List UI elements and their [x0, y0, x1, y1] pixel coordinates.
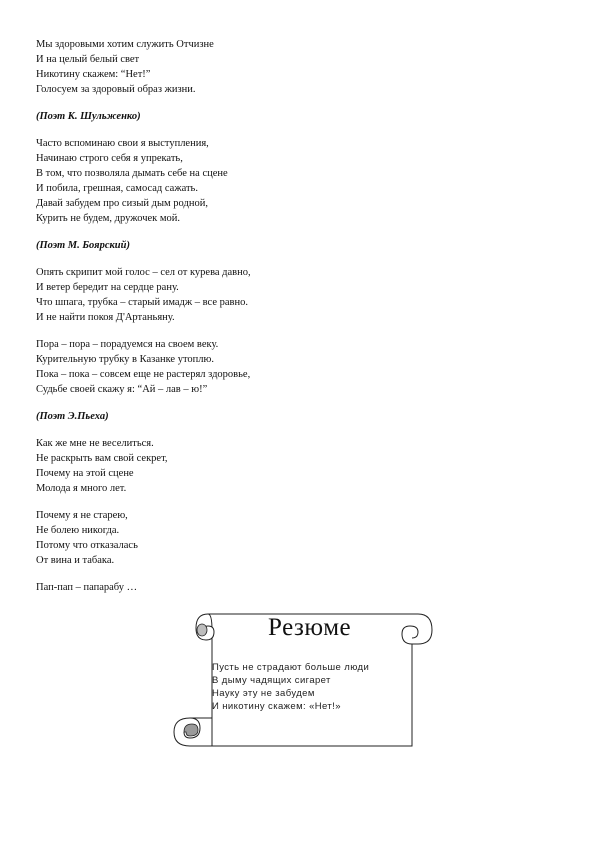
- resume-scroll: [160, 600, 440, 770]
- verse-line: Давай забудем про сизый дым родной,: [36, 198, 208, 209]
- scroll-text-line: И никотину скажем: «Нет!»: [212, 701, 341, 712]
- verse-line: Опять скрипит мой голос – сел от курева давно,: [36, 267, 251, 278]
- verse-line: И побила, грешная, самосад сажать.: [36, 183, 198, 194]
- verse-line: Курить не будем, дружочек мой.: [36, 213, 181, 224]
- verse-line: Потому что отказалась: [36, 540, 138, 551]
- verse-line: Пап-пап – папарабу …: [36, 582, 138, 593]
- poet-attribution: (Поэт Э.Пьеха): [36, 411, 109, 422]
- verse-line: Никотину скажем: “Нет!”: [36, 69, 151, 80]
- scroll-title: Резюме: [268, 614, 352, 641]
- verse-line: Курительную трубку в Казанке утоплю.: [36, 354, 214, 365]
- verse-line: Как же мне не веселиться.: [36, 438, 154, 449]
- verse-line: И ветер бередит на сердце рану.: [36, 282, 179, 293]
- verse-line: Почему на этой сцене: [36, 468, 134, 479]
- verse-line: В том, что позволяла дымать себе на сцене: [36, 168, 228, 179]
- verse-line: Не раскрыть вам свой секрет,: [36, 453, 168, 464]
- scroll-text-line: Науку эту не забудем: [212, 688, 315, 699]
- verse-line: Пока – пока – совсем еще не растерял здоровье,: [36, 369, 251, 380]
- verse-line: Начинаю строго себя я упрекать,: [36, 153, 183, 164]
- verse-line: Почему я не старею,: [36, 510, 128, 521]
- verse-line: И не найти покоя Д'Артаньяну.: [36, 312, 175, 323]
- verse-line: Часто вспоминаю свои я выступления,: [36, 138, 209, 149]
- verse-line: И на целый белый свет: [36, 54, 140, 65]
- verse-line: Молода я много лет.: [36, 483, 127, 494]
- verse-line: Голосуем за здоровый образ жизни.: [36, 84, 196, 95]
- verse-line: Судьбе своей скажу я: “Ай – лав – ю!”: [36, 384, 208, 395]
- verse-line: Не болею никогда.: [36, 525, 120, 536]
- scroll-text-line: В дыму чадящих сигарет: [212, 675, 331, 686]
- scroll-text-line: Пусть не страдают больше люди: [212, 662, 370, 673]
- poet-attribution: (Поэт К. Шульженко): [36, 111, 141, 122]
- verse-line: Пора – пора – порадуемся на своем веку.: [36, 339, 219, 350]
- verse-line: От вина и табака.: [36, 555, 115, 566]
- verse-line: Что шпага, трубка – старый имадж – все равно.: [36, 297, 248, 308]
- verse-line: Мы здоровыми хотим служить Отчизне: [36, 39, 214, 50]
- poet-attribution: (Поэт М. Боярский): [36, 240, 130, 251]
